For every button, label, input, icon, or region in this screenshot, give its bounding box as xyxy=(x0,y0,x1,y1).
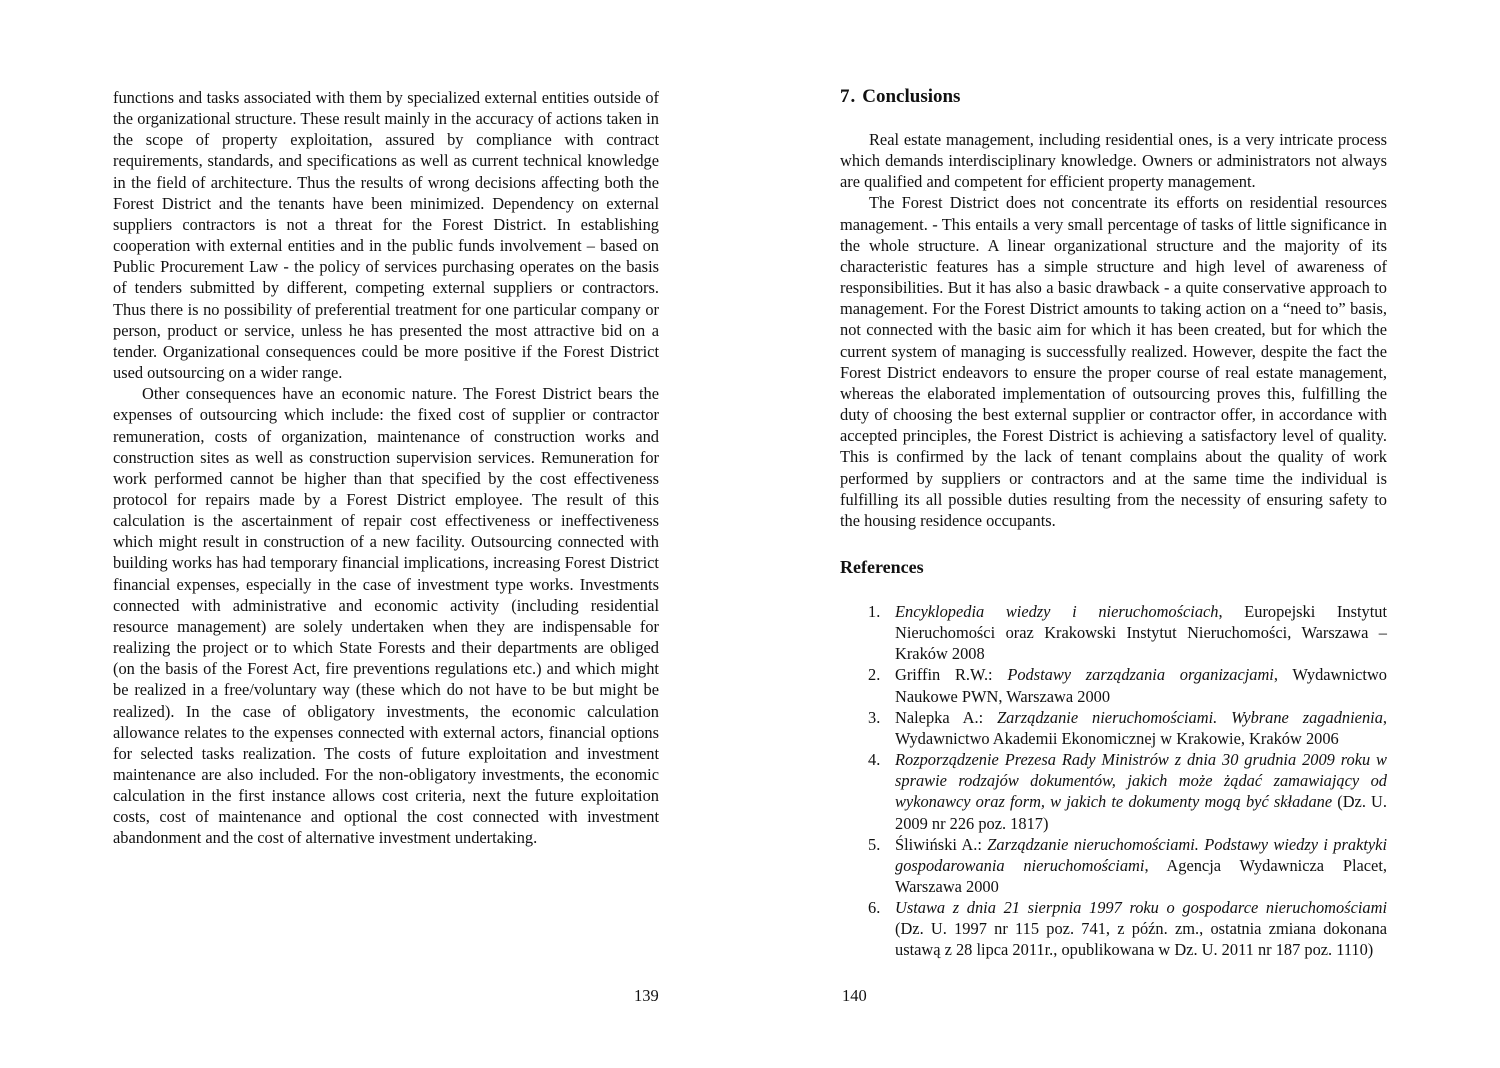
page-number: 139 xyxy=(634,986,659,1005)
reference-author: Śliwiński A.: xyxy=(895,834,988,854)
reference-number: 1. xyxy=(868,601,881,621)
section-number: 7. xyxy=(840,86,857,107)
page-number: 140 xyxy=(842,986,867,1005)
body-paragraph: Real estate management, including residential ones, is a very intricate process which demands interdisciplinary knowledge. Owners or administrators not always are qualified and competent for efficient property management. xyxy=(840,130,1387,192)
reference-item xyxy=(840,707,1387,749)
reference-item xyxy=(840,664,1387,706)
reference-number: 2. xyxy=(868,665,881,685)
body-paragraph: Other consequences have an economic nature. The Forest District bears the expenses of outsourcing which include: the fixed cost of supplier or contractor remuneration, costs of organization, maintenance of construction works and construction sites as well as construction supervision services. Remuneration for work performed cannot be higher than that specified by the cost effectiveness protocol for repairs made by a Forest District employee. The result of this calculation is the ascertainment of repair cost effectiveness or ineffectiveness which might result in construction of a new facility. Outsourcing connected with building works has had temporary financial implications, increasing Forest District financial expenses, especially in the case of investment type works. Investments connected with administrative and economic activity (including residential resource management) are solely undertaken when they are indispensable for realizing the project or to which State Forests and their departments are obliged (on the basis of the Forest Act, fire preventions regulations etc.) and which might be realized in a free/voluntary way (these which do not have to be but might be realized). In the case of obligatory investments, the economic calculation allowance relates to the expenses connected with external actors, financial options for selected tasks realization. The costs of future exploitation and investment maintenance are also included. For the non-obligatory investments, the economic calculation in the first instance allows cost criteria, next the future exploitation costs, cost of maintenance and optional the cost connected with investment abandonment and the cost of alternative investment undertaking. xyxy=(113,384,659,848)
body-paragraph: functions and tasks associated with them by specialized external entities outside of the organizational structure. These result mainly in the accuracy of actions taken in the scope of property exploitation, assured by compliance with contract requirements, standards, and specifications as well as current technical knowledge in the field of architecture. Thus the results of wrong decisions affecting both the Forest District and the tenants have been minimized. Dependency on external suppliers contractors is not a threat for the Forest District. In establishing cooperation with external entities and in the public funds involvement – based on Public Procurement Law - the policy of services purchasing operates on the basis of tenders submitted by different, competing external suppliers or contractors. Thus there is no possibility of preferential treatment for one particular company or person, product or service, unless he has presented the most attractive bid on a tender. Organizational consequences could be more positive if the Forest District used outsourcing on a wider range. xyxy=(113,88,659,383)
reference-title: Podstawy zarządzania organizacjami xyxy=(1007,665,1274,685)
reference-title: Zarządzanie nieruchomościami. Podstawy wiedzy i praktyki gospodarowania nieruchomościami xyxy=(895,834,1388,875)
reference-details: (Dz. U. 2009 nr 226 poz. 1817) xyxy=(895,792,1387,833)
right-page-body xyxy=(840,85,1387,961)
reference-item xyxy=(840,601,1387,664)
references-heading: References xyxy=(840,556,924,577)
reference-title: Ustawa z dnia 21 sierpnia 1997 roku o gospodarce nieruchomościami xyxy=(895,898,1387,918)
reference-item xyxy=(840,897,1387,960)
reference-number: 4. xyxy=(868,750,881,770)
reference-number: 5. xyxy=(868,834,881,854)
reference-details: , Wydawnictwo Naukowe PWN, Warszawa 2000 xyxy=(895,665,1387,706)
reference-number: 6. xyxy=(868,898,881,918)
reference-number: 3. xyxy=(868,707,881,727)
reference-details: (Dz. U. 1997 nr 115 poz. 741, z późn. zm., ostatnia zmiana dokonana ustawą z 28 lipca 2011r., opublikowana w Dz. U. 2011 nr 187 poz. 1110) xyxy=(895,919,1387,960)
reference-title: Rozporządzenie Prezesa Rady Ministrów z dnia 30 grudnia 2009 roku w sprawie rodzajów dokumentów, jakich może żądać zamawiający od wykonawcy oraz form, w jakich te dokumenty mogą być składane xyxy=(895,750,1387,812)
references-list xyxy=(840,601,1387,961)
right-page xyxy=(750,0,1500,1068)
reference-item xyxy=(840,834,1387,897)
reference-title: Zarządzanie nieruchomościami. Wybrane zagadnienia xyxy=(997,707,1383,727)
section-heading xyxy=(840,85,1387,109)
reference-title: Encyklopedia wiedzy i nieruchomościach xyxy=(895,601,1219,621)
reference-details: , Europejski Instytut Nieruchomości oraz Krakowski Instytut Nieruchomości, Warszawa – Kraków 2008 xyxy=(895,601,1388,664)
left-page-body xyxy=(113,87,659,849)
reference-details: , Wydawnictwo Akademii Ekonomicznej w Krakowie, Kraków 2006 xyxy=(895,707,1388,748)
reference-author: Griffin R.W.: xyxy=(895,665,1008,685)
body-paragraph: The Forest District does not concentrate its efforts on residential resources management. - This entails a very small percentage of tasks of little significance in the whole structure. A linear organizational structure and the majority of its characteristic features has a simple structure and high level of awareness of responsibilities. But it has also a basic drawback - a quite conservative approach to management. For the Forest District amounts to taking action on a “need to” basis, not connected with the basic aim for which it has been created, but for which the current system of managing is successfully realized. However, despite the fact the Forest District endeavors to ensure the proper course of real estate management, whereas the elaborated implementation of outsourcing proves this, fulfilling the duty of choosing the best external supplier or contractor offer, in accordance with accepted principles, the Forest District is achieving a satisfactory level of quality. This is confirmed by the lack of tenant complains about the quality of work performed by suppliers or contractors and at the same time the individual is fulfilling its all possible duties resulting from the necessity of ensuring safety to the housing residence occupants. xyxy=(840,193,1387,530)
reference-item xyxy=(840,749,1387,834)
reference-author: Nalepka A.: xyxy=(895,707,998,727)
reference-details: , Agencja Wydawnicza Placet, Warszawa 2000 xyxy=(895,855,1387,896)
section-title: Conclusions xyxy=(862,86,961,107)
